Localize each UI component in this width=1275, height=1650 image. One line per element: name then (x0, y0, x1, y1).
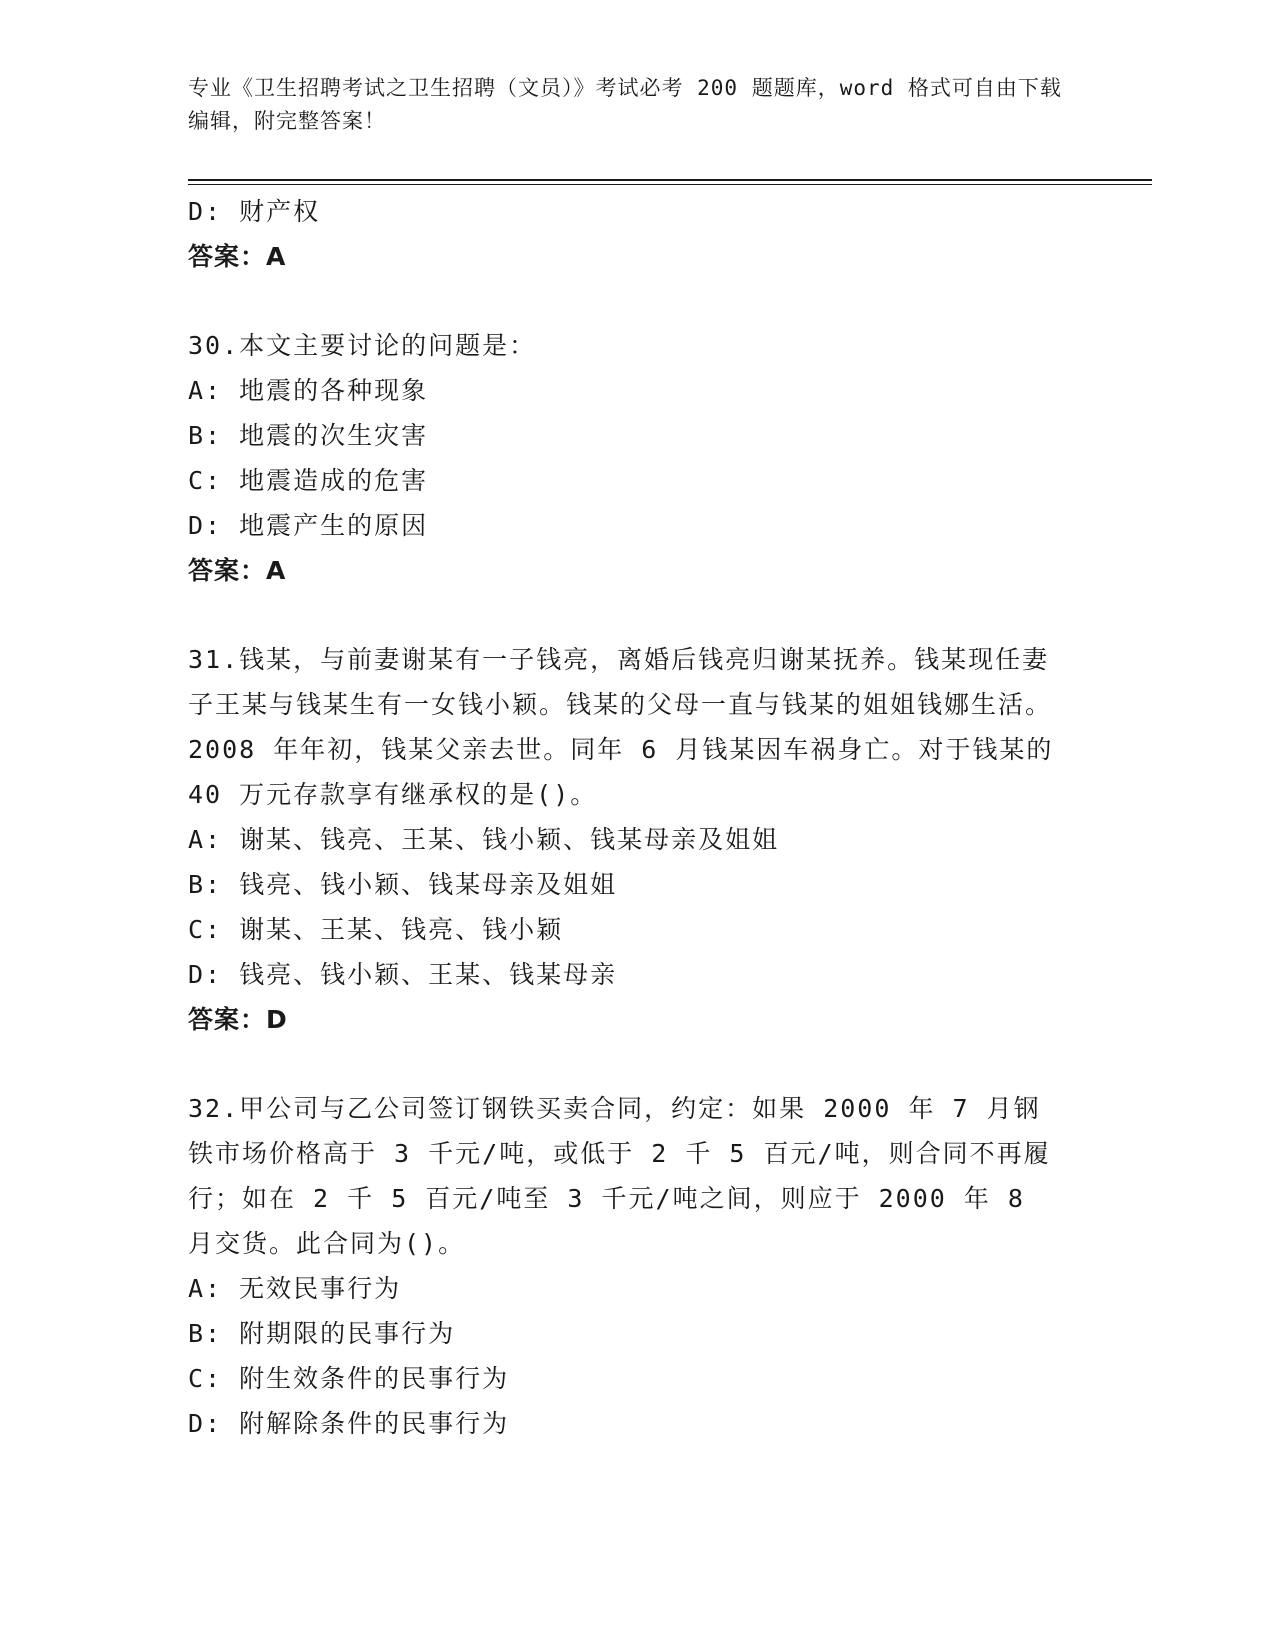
option-a: A: 地震的各种现象 (188, 376, 429, 405)
question-list (188, 189, 1088, 1446)
question-stem: 32.甲公司与乙公司签订钢铁买卖合同，约定：如果 2000 年 7 月钢铁市场价格高于 3 千元/吨，或低于 2 千 5 百元/吨，则合同不再履行；如在 2 千 5 百元/吨至 3 千元/吨之间，则应于 2000 年 8 月交货。此合同为()。 (188, 1094, 1051, 1258)
option-c: C: 谢某、王某、钱亮、钱小颖 (188, 915, 564, 944)
question-30 (188, 323, 1088, 594)
option-c: C: 附生效条件的民事行为 (188, 1364, 510, 1393)
header-rule-thick (188, 179, 1152, 181)
option-d: D: 钱亮、钱小颖、王某、钱某母亲 (188, 960, 618, 989)
answer-line (188, 997, 1088, 1043)
question-stem: 31.钱某，与前妻谢某有一子钱亮，离婚后钱亮归谢某抚养。钱某现任妻子王某与钱某生有一女钱小颖。钱某的父母一直与钱某的姐姐钱娜生活。2008 年年初，钱某父亲去世。同年 6 月钱某因车祸身亡。对于钱某的 40 万元存款享有继承权的是()。 (188, 645, 1054, 809)
fragment-option-d: D: 财产权 (188, 197, 321, 226)
header-text: 专业《卫生招聘考试之卫生招聘（文员）》考试必考 200 题题库，word 格式可自由下载编辑，附完整答案！ (188, 76, 1062, 133)
option-b: B: 地震的次生灾害 (188, 421, 429, 450)
option-d: D: 地震产生的原因 (188, 511, 429, 540)
option-c: C: 地震造成的危害 (188, 466, 429, 495)
answer-text: 答案：A (188, 242, 287, 271)
answer-line (188, 548, 1088, 594)
option-d: D: 附解除条件的民事行为 (188, 1409, 510, 1438)
option-a: A: 谢某、钱亮、王某、钱小颖、钱某母亲及姐姐 (188, 825, 780, 854)
option-b: B: 附期限的民事行为 (188, 1319, 456, 1348)
question-31 (188, 637, 1088, 1043)
option-a: A: 无效民事行为 (188, 1274, 402, 1303)
fragment-answer (188, 234, 1088, 280)
question-32 (188, 1086, 1088, 1446)
document-header (188, 72, 1068, 138)
answer-text: 答案：D (188, 1005, 288, 1034)
answer-text: 答案：A (188, 556, 287, 585)
option-b: B: 钱亮、钱小颖、钱某母亲及姐姐 (188, 870, 618, 899)
header-rule-thin (188, 184, 1152, 185)
question-stem: 30.本文主要讨论的问题是： (188, 331, 537, 360)
